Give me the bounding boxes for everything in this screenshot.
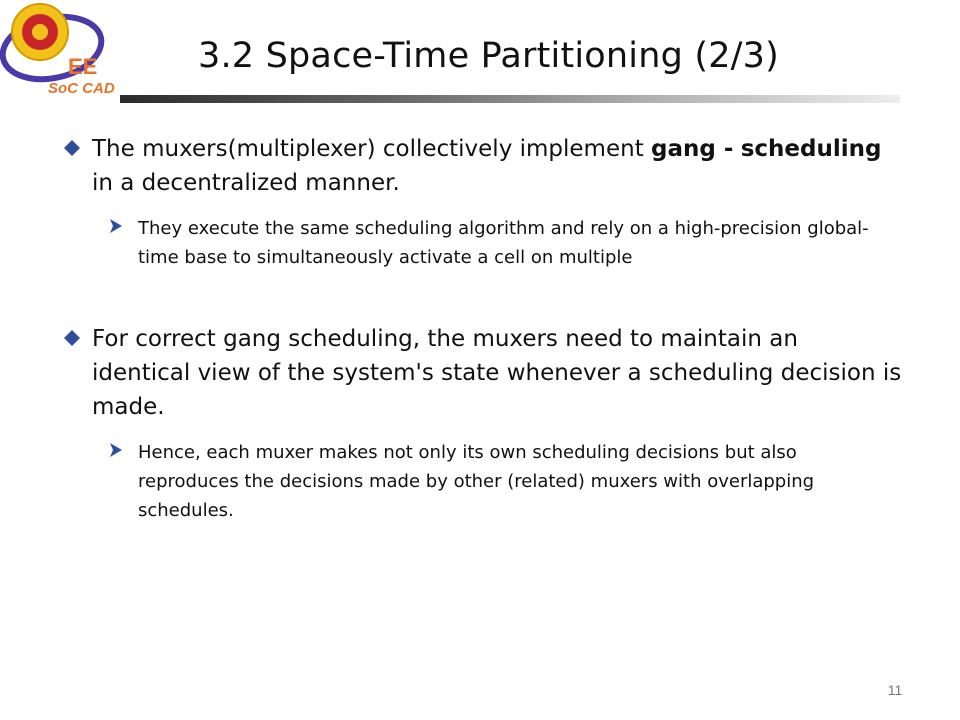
sub-bullet-item-2-1 — [108, 438, 878, 525]
diamond-bullet-icon — [64, 140, 80, 156]
bullet-bold-term-1: gang - — [651, 136, 734, 162]
bullet-text: For correct gang scheduling, the muxers need to maintain an identical view of the system's state whenever a scheduling decision is made. — [92, 326, 902, 420]
diamond-bullet-icon — [64, 330, 80, 346]
sub-bullet-text: Hence, each muxer makes not only its own scheduling decisions but also reproduces the decisions made by other (related) muxers with overlapping schedules. — [138, 442, 815, 521]
title-underline-bar — [120, 95, 900, 103]
bullet-text — [92, 132, 902, 200]
logo-soc-cad-text: SoC CAD — [48, 80, 115, 97]
page-number: 11 — [887, 682, 903, 698]
bullet-text-post: in a decentralized manner. — [92, 170, 400, 196]
slide-title: 3.2 Space-Time Partitioning (2/3) — [198, 36, 779, 76]
bullet-text-pre: The muxers(multiplexer) collectively implement — [92, 136, 652, 162]
arrow-bullet-icon — [108, 218, 124, 234]
bullet-item-2 — [62, 322, 902, 424]
arrow-bullet-icon — [108, 442, 124, 458]
soc-cad-logo — [0, 0, 120, 100]
bullet-bold-term-2: scheduling — [740, 136, 882, 162]
logo-ee-text: EE — [68, 54, 98, 79]
sub-bullet-text: They execute the same scheduling algorithm and rely on a high-precision global-time base to simultaneously activate a cell on multiple — [138, 218, 869, 268]
sub-bullet-item-1-1 — [108, 214, 878, 272]
bullet-item-1 — [62, 132, 902, 200]
